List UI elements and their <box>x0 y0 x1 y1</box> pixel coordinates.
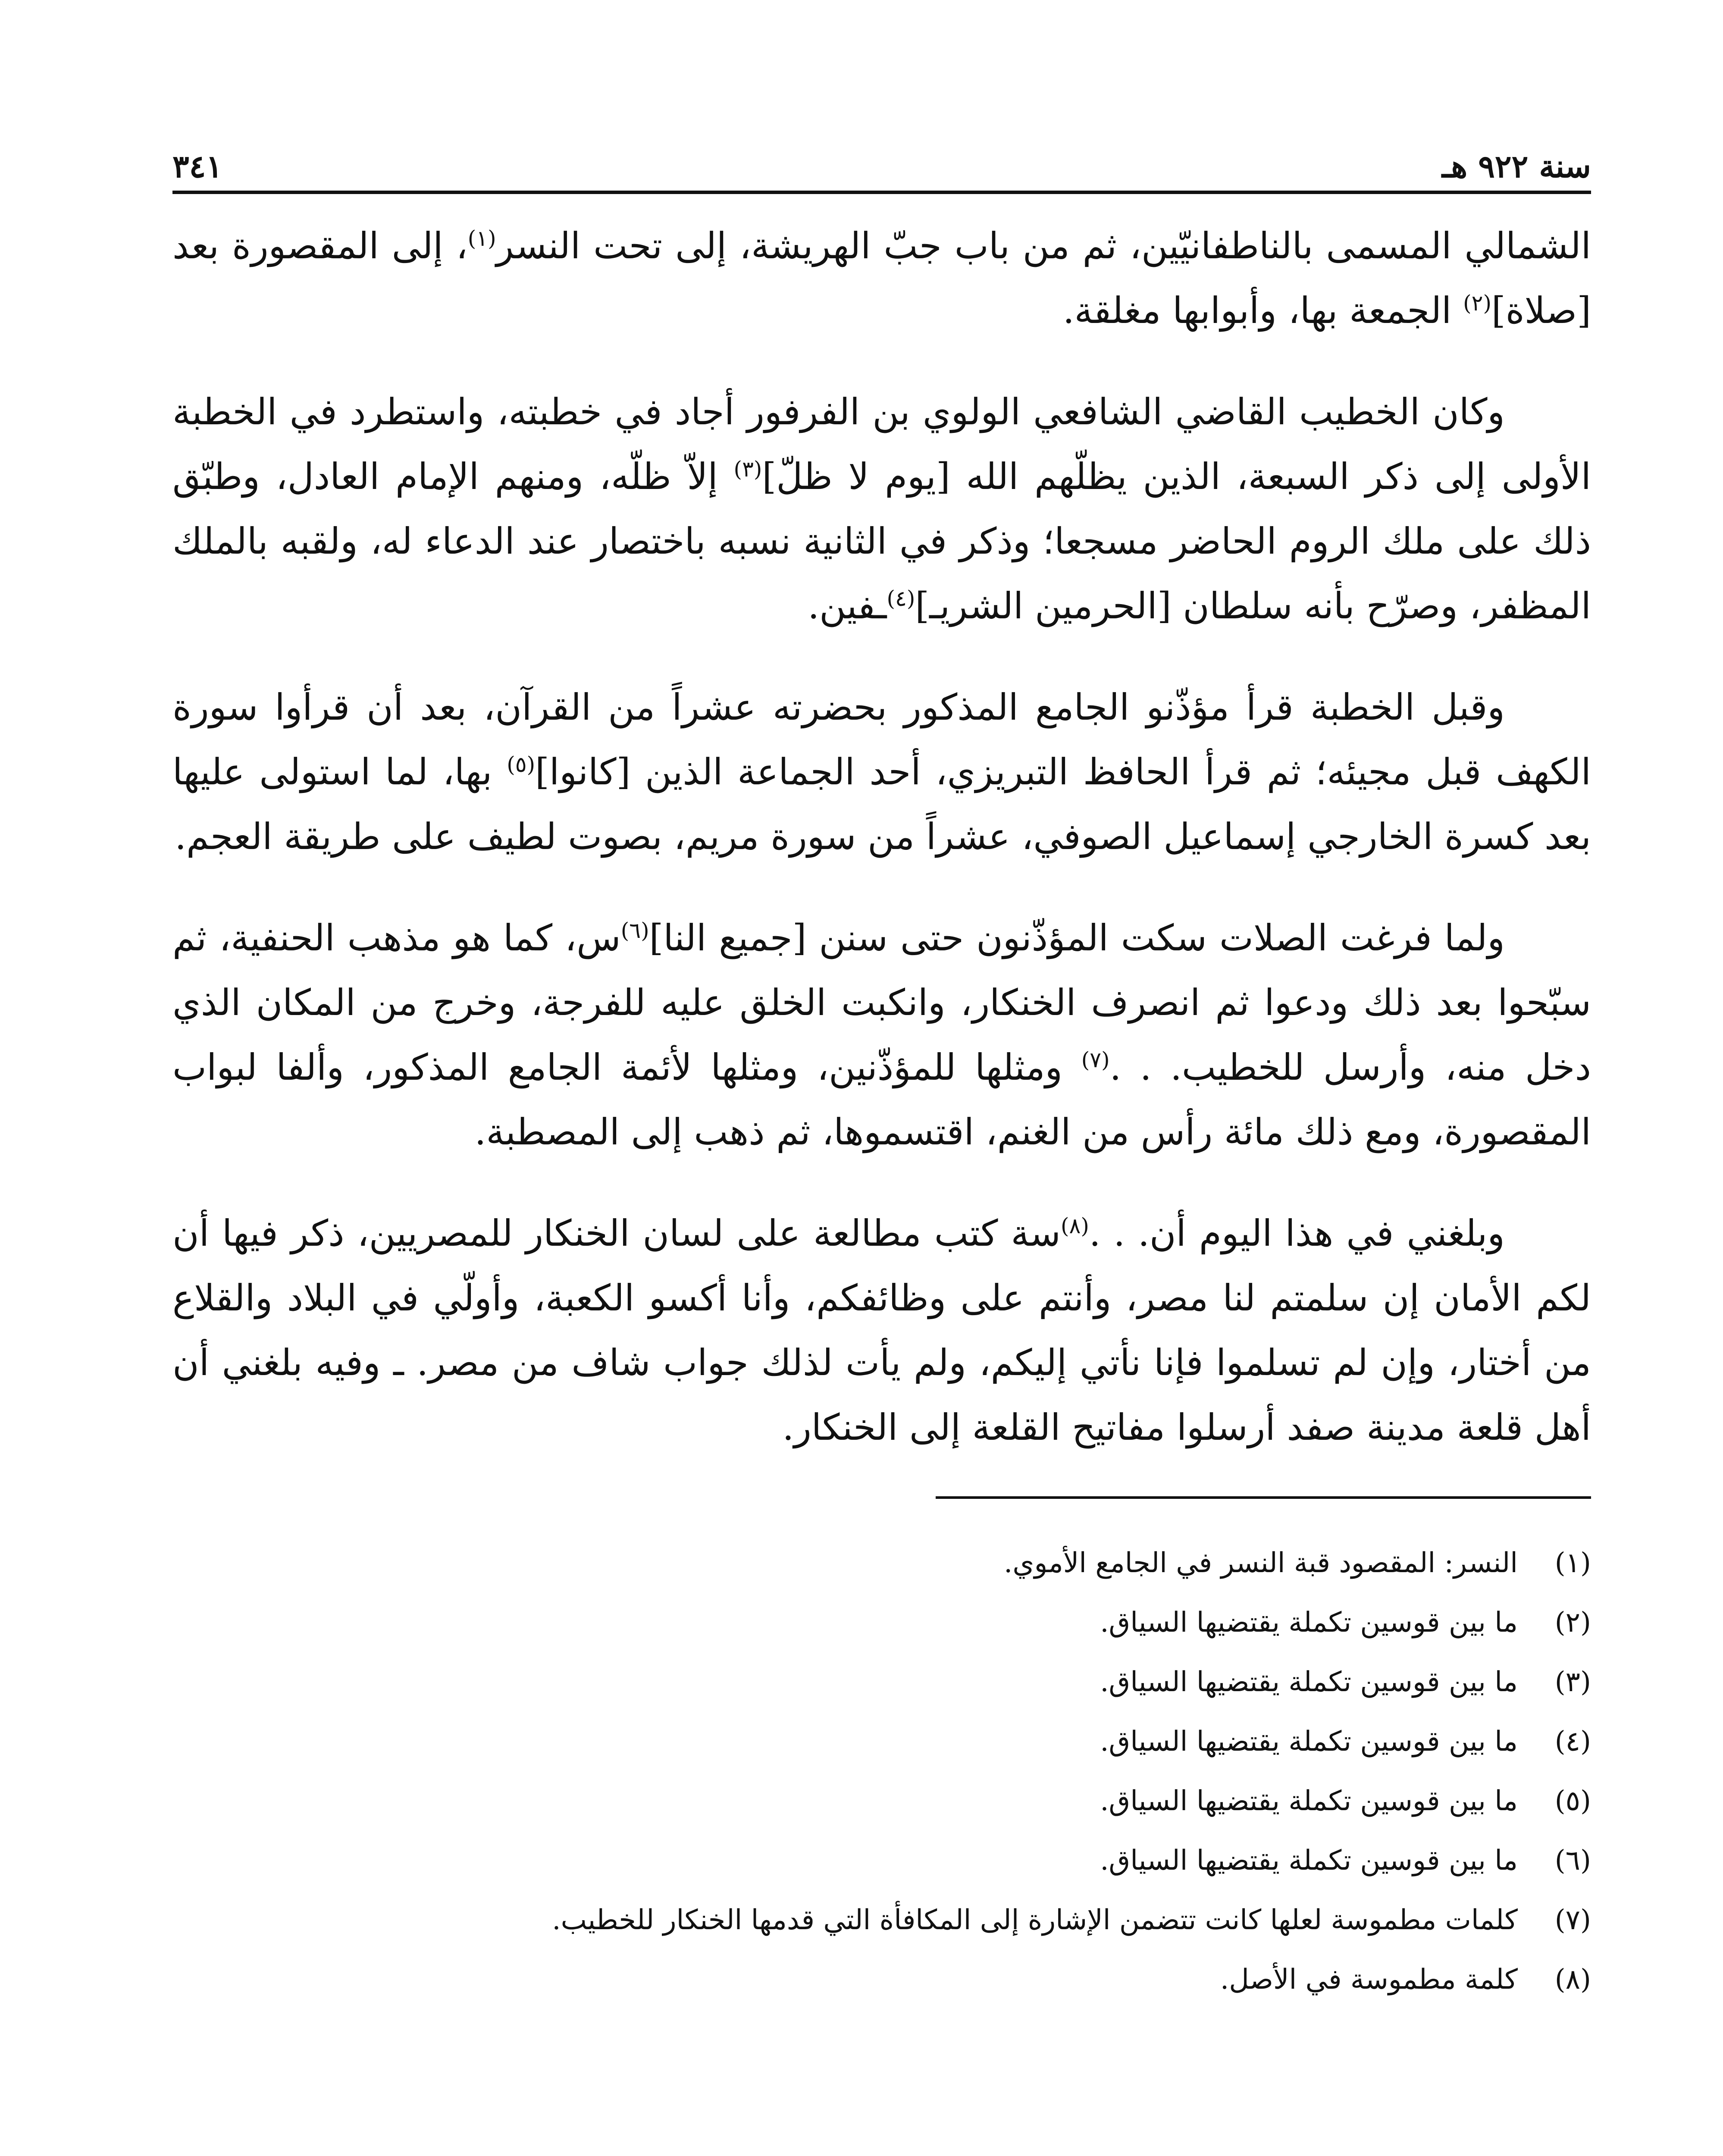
text-segment: ـفين. <box>808 585 887 627</box>
footnote-text: كلمات مطموسة لعلها كانت تتضمن الإشارة إلى المكافأة التي قدمها الخنكار للخطيب. <box>552 1904 1518 1936</box>
paragraph <box>172 906 1591 1164</box>
book-page <box>172 129 1591 2156</box>
text-segment: وبلغني في هذا اليوم أن. . . <box>1089 1212 1505 1254</box>
text-segment: بها، لما استولى عليها بعد كسرة الخارجي إسماعيل الصوفي، عشراً من سورة مريم، بصوت لطيف على طريقة العجم. <box>172 751 1591 858</box>
footnote-number: (٧) <box>1554 1904 1591 1936</box>
page-number: ٣٤١ <box>172 148 223 185</box>
running-title: سنة ٩٢٢ هـ <box>1442 148 1591 185</box>
footnote <box>172 1771 1591 1831</box>
page-header <box>172 129 1591 194</box>
footnote <box>172 1652 1591 1712</box>
footnote-marker: (٦) <box>620 918 649 943</box>
footnote-marker: (٤) <box>887 586 915 611</box>
footnote-text: النسر: المقصود قبة النسر في الجامع الأموي. <box>1004 1547 1518 1579</box>
main-text <box>172 213 1591 1460</box>
footnote-number: (٨) <box>1554 1964 1591 1996</box>
footnote <box>172 1712 1591 1771</box>
footnote-number: (٦) <box>1554 1845 1591 1877</box>
footnote-text: ما بين قوسين تكملة يقتضيها السياق. <box>1100 1666 1518 1698</box>
footnote-marker: (٧) <box>1081 1047 1110 1072</box>
footnote-number: (٥) <box>1554 1785 1591 1817</box>
footnote-text: ما بين قوسين تكملة يقتضيها السياق. <box>1100 1607 1518 1639</box>
footnote-number: (٣) <box>1554 1666 1591 1698</box>
footnote <box>172 1593 1591 1652</box>
footnote-text: ما بين قوسين تكملة يقتضيها السياق. <box>1100 1845 1518 1877</box>
footnote <box>172 1831 1591 1890</box>
paragraph <box>172 1201 1591 1460</box>
footnote <box>172 1950 1591 2009</box>
footnote-text: كلمة مطموسة في الأصل. <box>1220 1964 1518 1996</box>
paragraph <box>172 213 1591 343</box>
footnote-number: (٢) <box>1554 1607 1591 1639</box>
footnote <box>172 1533 1591 1593</box>
footnote-text: ما بين قوسين تكملة يقتضيها السياق. <box>1100 1785 1518 1817</box>
paragraph <box>172 379 1591 638</box>
footnote-text: ما بين قوسين تكملة يقتضيها السياق. <box>1100 1726 1518 1758</box>
text-segment: إلاّ ظلّه، ومنهم الإمام العادل، وطبّق ذلك على ملك الروم الحاضر مسجعا؛ وذكر في الثانية نسبه باختصار عند الدعاء له، ولقبه بالملك المظفر، وصرّح بأنه سلطان [الحرمين الشريـ] <box>172 455 1591 627</box>
footnote-marker: (١) <box>467 226 496 251</box>
text-segment: ومثلها للمؤذّنين، ومثلها لأئمة الجامع المذكور، وألفا لبواب المقصورة، ومع ذلك مائة رأس من الغنم، اقتسموها، ثم ذهب إلى المصطبة. <box>172 1046 1591 1153</box>
text-segment: وقبل الخطبة قرأ مؤذّنو الجامع المذكور بحضرته عشراً من القرآن، بعد أن قرأوا سورة الكهف قبل مجيئه؛ ثم قرأ الحافظ التبريزي، أحد الجماعة الذين [كانوا] <box>172 686 1591 793</box>
footnote-number: (١) <box>1554 1547 1591 1579</box>
footnote <box>172 1890 1591 1950</box>
text-segment: الجمعة بها، وأبوابها مغلقة. <box>1062 289 1463 332</box>
text-segment: ، إلى المقصورة بعد [صلاة] <box>172 225 1591 332</box>
text-segment: وكان الخطيب القاضي الشافعي الولوي بن الفرفور أجاد في خطبته، واستطرد في الخطبة الأولى إلى ذكر السبعة، الذين يظلّهم الله [يوم لا ظلّ] <box>172 391 1591 498</box>
paragraph <box>172 675 1591 869</box>
footnote-separator <box>936 1496 1591 1499</box>
text-segment: ولما فرغت الصلات سكت المؤذّنون حتى سنن [جميع النا] <box>649 917 1505 959</box>
footnote-marker: (٥) <box>507 752 536 777</box>
text-segment: سة كتب مطالعة على لسان الخنكار للمصريين، ذكر فيها أن لكم الأمان إن سلمتم لنا مصر، وأنتم على وظائفكم، وأنا أكسو الكعبة، وأولّي في البلاد والقلاع من أختار، وإن لم تسلموا فإنا نأتي إليكم، ولم يأت لذلك جواب شاف من مصر. ـ وفيه بلغني أن أهل قلعة مدينة صفد أرسلوا مفاتيح القلعة إلى الخنكار. <box>172 1212 1591 1448</box>
footnote-marker: (٢) <box>1463 291 1491 316</box>
footnote-marker: (٣) <box>733 457 762 482</box>
footnote-marker: (٨) <box>1060 1213 1089 1238</box>
footnote-number: (٤) <box>1554 1726 1591 1758</box>
text-segment: س، كما هو مذهب الحنفية، ثم سبّحوا بعد ذلك ودعوا ثم انصرف الخنكار، وانكبت الخلق عليه للفرجة، وخرج من المكان الذي دخل منه، وأرسل للخطيب. . . <box>172 917 1591 1088</box>
footnotes <box>172 1533 1591 2009</box>
text-segment: الشمالي المسمى بالناطفانيّين، ثم من باب جبّ الهريشة، إلى تحت النسر <box>496 225 1591 267</box>
